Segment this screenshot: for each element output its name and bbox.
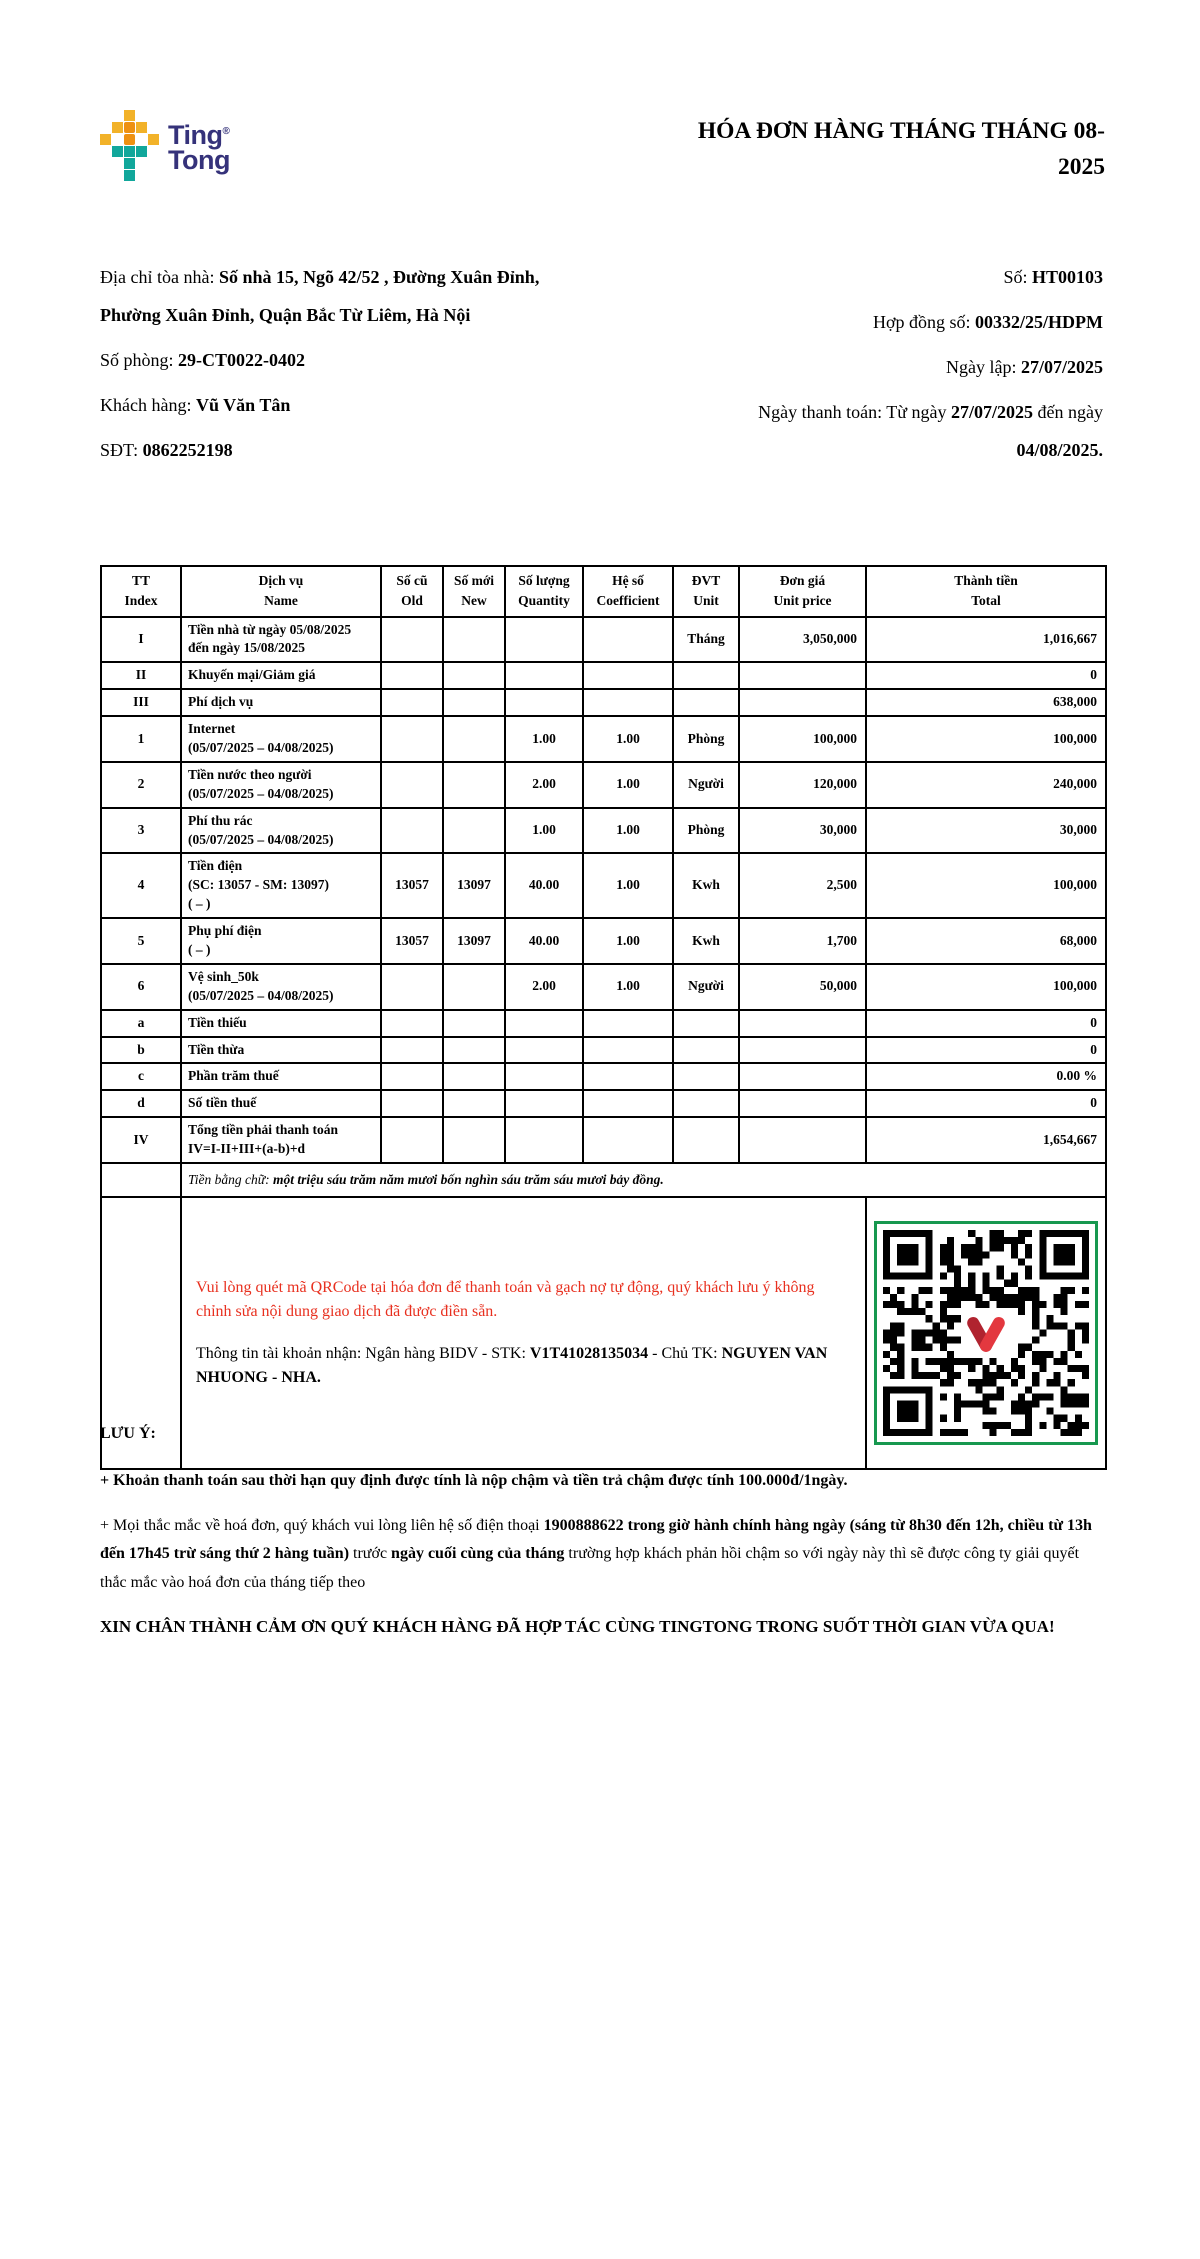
contract-value: 00332/25/HDPM bbox=[975, 312, 1103, 332]
cell-unit: Phòng bbox=[673, 716, 739, 762]
cell-unit: Tháng bbox=[673, 617, 739, 663]
cell-price: 30,000 bbox=[739, 808, 866, 854]
customer-phone bbox=[100, 431, 600, 469]
bank-owner-label: - Chủ TK: bbox=[648, 1344, 722, 1362]
amount-in-words-value: một triệu sáu trăm năm mươi bốn nghìn sáu trăm sáu mươi bảy đồng. bbox=[272, 1171, 664, 1187]
cell-old: 13057 bbox=[381, 918, 443, 964]
issue-date bbox=[660, 348, 1103, 386]
cell-name: Tổng tiền phải thanh toán IV=I-II+III+(a-b)+d bbox=[181, 1117, 381, 1163]
cell-price bbox=[739, 662, 866, 689]
cell-qty bbox=[505, 1010, 583, 1037]
cell-tt: a bbox=[101, 1010, 181, 1037]
building-address bbox=[100, 258, 600, 334]
table-row bbox=[101, 964, 1106, 1010]
cell-price: 100,000 bbox=[739, 716, 866, 762]
note-hotline-seg3: trước bbox=[349, 1545, 392, 1563]
cell-new bbox=[443, 662, 505, 689]
cell-coeff bbox=[583, 617, 673, 663]
cell-old: 13057 bbox=[381, 853, 443, 918]
cell-new bbox=[443, 689, 505, 716]
cell-coeff: 1.00 bbox=[583, 964, 673, 1010]
note-hotline-seg1: + Mọi thắc mắc về hoá đơn, quý khách vui lòng liên hệ số điện thoại bbox=[100, 1516, 544, 1534]
note-hotline bbox=[100, 1512, 1105, 1598]
amount-in-words-label: Tiền bằng chữ: bbox=[188, 1171, 273, 1187]
invoice-number-label: Số: bbox=[1003, 267, 1032, 287]
tingtong-logo bbox=[100, 110, 230, 181]
cell-new bbox=[443, 762, 505, 808]
col-header-total: Thành tiền Total bbox=[866, 566, 1106, 617]
cell-unit bbox=[673, 1037, 739, 1064]
issue-date-value: 27/07/2025 bbox=[1020, 357, 1103, 377]
invoice-number-value: HT00103 bbox=[1031, 267, 1103, 287]
cell-coeff: 1.00 bbox=[583, 716, 673, 762]
cell-unit: Kwh bbox=[673, 853, 739, 918]
cell-unit: Người bbox=[673, 762, 739, 808]
cell-coeff bbox=[583, 1090, 673, 1117]
cell-unit: Kwh bbox=[673, 918, 739, 964]
payment-period-mid: đến ngày bbox=[1033, 402, 1103, 422]
room-value: 29-CT0022-0402 bbox=[178, 350, 306, 370]
note-hotline-seg5: trường hợp khách phản hồi chậm so với ngày này thì sẽ được công ty giải quyết thắc mắc vào hoá đơn của tháng tiếp theo bbox=[100, 1545, 1080, 1592]
cell-qty: 40.00 bbox=[505, 853, 583, 918]
customer-label: Khách hàng: bbox=[100, 395, 196, 415]
cell-total: 0 bbox=[866, 1037, 1106, 1064]
cell-tt: 3 bbox=[101, 808, 181, 854]
table-row bbox=[101, 762, 1106, 808]
contract-label: Hợp đồng số: bbox=[872, 312, 975, 332]
cell-qty bbox=[505, 1117, 583, 1163]
cell-old bbox=[381, 662, 443, 689]
cell-old bbox=[381, 762, 443, 808]
cell-old bbox=[381, 964, 443, 1010]
cell-tt: III bbox=[101, 689, 181, 716]
cell-old bbox=[381, 617, 443, 663]
table-header-row bbox=[101, 566, 1106, 617]
cell-price bbox=[739, 1117, 866, 1163]
cell-old bbox=[381, 1090, 443, 1117]
note-late-payment: + Khoản thanh toán sau thời hạn quy định được tính là nộp chậm và tiền trả chậm được tính 100.000đ/1ngày. bbox=[100, 1471, 848, 1489]
col-header-coefficient: Hệ số Coefficient bbox=[583, 566, 673, 617]
amount-in-words-cell bbox=[181, 1163, 1106, 1197]
cell-name: Phí dịch vụ bbox=[181, 689, 381, 716]
cell-old bbox=[381, 1063, 443, 1090]
cell-total: 638,000 bbox=[866, 689, 1106, 716]
cell-tt: IV bbox=[101, 1117, 181, 1163]
cell-price bbox=[739, 1063, 866, 1090]
invoice-title bbox=[585, 113, 1105, 186]
cell-price bbox=[739, 1090, 866, 1117]
cell-coeff: 1.00 bbox=[583, 918, 673, 964]
cell-unit bbox=[673, 1117, 739, 1163]
cell-qty: 2.00 bbox=[505, 964, 583, 1010]
cell-price bbox=[739, 689, 866, 716]
cell-qty bbox=[505, 1063, 583, 1090]
cell-price: 2,500 bbox=[739, 853, 866, 918]
issue-date-label: Ngày lập: bbox=[946, 357, 1021, 377]
note-hotline-deadline: ngày cuối cùng của tháng bbox=[391, 1545, 565, 1563]
cell-price bbox=[739, 1010, 866, 1037]
cell-new bbox=[443, 964, 505, 1010]
cell-name: Tiền thừa bbox=[181, 1037, 381, 1064]
cell-tt: b bbox=[101, 1037, 181, 1064]
logo-wordmark bbox=[168, 119, 230, 173]
payment-period-label: Ngày thanh toán: Từ ngày bbox=[758, 402, 951, 422]
table-row bbox=[101, 1063, 1106, 1090]
cell-total: 30,000 bbox=[866, 808, 1106, 854]
cell-qty bbox=[505, 689, 583, 716]
table-row bbox=[101, 662, 1106, 689]
invoice-number bbox=[660, 258, 1103, 296]
table-row bbox=[101, 1117, 1106, 1163]
cell-new bbox=[443, 1037, 505, 1064]
cell-qty: 1.00 bbox=[505, 716, 583, 762]
cell-coeff: 1.00 bbox=[583, 762, 673, 808]
cell-name: Phí thu rác (05/07/2025 – 04/08/2025) bbox=[181, 808, 381, 854]
customer-value: Vũ Văn Tân bbox=[195, 395, 291, 415]
payment-to-date: 04/08/2025. bbox=[1016, 440, 1103, 460]
notes-heading: LƯU Ý: bbox=[100, 1425, 156, 1442]
cell-new: 13097 bbox=[443, 918, 505, 964]
cell-unit bbox=[673, 1010, 739, 1037]
cell-total: 1,654,667 bbox=[866, 1117, 1106, 1163]
cell-unit bbox=[673, 689, 739, 716]
table-row bbox=[101, 617, 1106, 663]
cell-new bbox=[443, 808, 505, 854]
cell-coeff bbox=[583, 1010, 673, 1037]
cell-tt: 1 bbox=[101, 716, 181, 762]
amount-in-words-row bbox=[101, 1163, 1106, 1197]
cell-name: Tiền thiếu bbox=[181, 1010, 381, 1037]
cell-name: Tiền nhà từ ngày 05/08/2025 đến ngày 15/08/2025 bbox=[181, 617, 381, 663]
cell-coeff bbox=[583, 1063, 673, 1090]
cell-qty: 1.00 bbox=[505, 808, 583, 854]
cell-old bbox=[381, 716, 443, 762]
col-header-unit: ĐVT Unit bbox=[673, 566, 739, 617]
phone-label: SĐT: bbox=[100, 440, 143, 460]
cell-qty: 40.00 bbox=[505, 918, 583, 964]
cell-tt: c bbox=[101, 1063, 181, 1090]
bank-label: Thông tin tài khoản nhận: Ngân hàng BIDV - STK: bbox=[196, 1344, 530, 1362]
cell-tt: 5 bbox=[101, 918, 181, 964]
cell-unit: Người bbox=[673, 964, 739, 1010]
cell-unit: Phòng bbox=[673, 808, 739, 854]
cell-unit bbox=[673, 662, 739, 689]
cell-old bbox=[381, 808, 443, 854]
cell-total: 0 bbox=[866, 1090, 1106, 1117]
cell-new bbox=[443, 716, 505, 762]
cell-tt: 2 bbox=[101, 762, 181, 808]
cell-tt: 4 bbox=[101, 853, 181, 918]
table-row bbox=[101, 808, 1106, 854]
cell-qty: 2.00 bbox=[505, 762, 583, 808]
cell-tt: 6 bbox=[101, 964, 181, 1010]
cell-new bbox=[443, 1063, 505, 1090]
cell-qty bbox=[505, 617, 583, 663]
cell-coeff: 1.00 bbox=[583, 808, 673, 854]
cell-coeff: 1.00 bbox=[583, 853, 673, 918]
col-header-index: TT Index bbox=[101, 566, 181, 617]
cell-price: 120,000 bbox=[739, 762, 866, 808]
cell-coeff bbox=[583, 662, 673, 689]
cell-new bbox=[443, 617, 505, 663]
cell-unit bbox=[673, 1090, 739, 1117]
room-label: Số phòng: bbox=[100, 350, 179, 370]
cell-total: 0 bbox=[866, 662, 1106, 689]
cell-name: Phần trăm thuế bbox=[181, 1063, 381, 1090]
cell-name: Tiền nước theo người (05/07/2025 – 04/08/2025) bbox=[181, 762, 381, 808]
cell-total: 100,000 bbox=[866, 853, 1106, 918]
cell-price bbox=[739, 1037, 866, 1064]
logo-line1: Ting bbox=[168, 119, 223, 150]
cell-qty bbox=[505, 662, 583, 689]
cell-price: 3,050,000 bbox=[739, 617, 866, 663]
cell-total: 240,000 bbox=[866, 762, 1106, 808]
invoice-table bbox=[100, 565, 1107, 1470]
invoice-meta bbox=[660, 258, 1103, 476]
payment-period bbox=[660, 393, 1103, 469]
cell-new: 13097 bbox=[443, 853, 505, 918]
bank-account-info bbox=[196, 1342, 851, 1390]
cell-unit bbox=[673, 1063, 739, 1090]
invoice-title-line2: 2025 bbox=[1058, 154, 1105, 181]
cell-new bbox=[443, 1090, 505, 1117]
qr-code[interactable] bbox=[874, 1221, 1098, 1445]
cell-price: 50,000 bbox=[739, 964, 866, 1010]
table-row bbox=[101, 1090, 1106, 1117]
cell-name: Số tiền thuế bbox=[181, 1090, 381, 1117]
cell-name: Khuyến mại/Giảm giá bbox=[181, 662, 381, 689]
pixel-tree-icon bbox=[100, 110, 159, 181]
room-number bbox=[100, 341, 600, 379]
cell-coeff bbox=[583, 689, 673, 716]
customer-name bbox=[100, 386, 600, 424]
table-row bbox=[101, 853, 1106, 918]
table-row bbox=[101, 689, 1106, 716]
contract-number bbox=[660, 303, 1103, 341]
cell-name: Phụ phí điện ( – ) bbox=[181, 918, 381, 964]
note-hotline-phone: 1900888622 trong giờ hành chính hàng ngày (sáng từ 8h30 đến 12h, chiều từ 13h đến 17h45 trừ sáng thứ 2 hàng tuần) bbox=[100, 1516, 1092, 1563]
phone-value: 0862252198 bbox=[142, 440, 233, 460]
cell-name: Tiền điện (SC: 13057 - SM: 13097) ( – ) bbox=[181, 853, 381, 918]
cell-total: 100,000 bbox=[866, 964, 1106, 1010]
registered-mark-icon: ® bbox=[222, 125, 230, 137]
cell-qty bbox=[505, 1090, 583, 1117]
cell-tt: I bbox=[101, 617, 181, 663]
address-label: Địa chỉ tòa nhà: bbox=[100, 267, 219, 287]
table-row bbox=[101, 918, 1106, 964]
cell-empty bbox=[101, 1163, 181, 1197]
cell-coeff bbox=[583, 1117, 673, 1163]
col-header-quantity: Số lượng Quantity bbox=[505, 566, 583, 617]
building-info bbox=[100, 258, 600, 476]
cell-new bbox=[443, 1010, 505, 1037]
cell-old bbox=[381, 689, 443, 716]
cell-coeff bbox=[583, 1037, 673, 1064]
cell-new bbox=[443, 1117, 505, 1163]
cell-total: 100,000 bbox=[866, 716, 1106, 762]
payment-from-date: 27/07/2025 bbox=[951, 402, 1034, 422]
footer-notes bbox=[100, 1420, 1105, 1642]
cell-old bbox=[381, 1117, 443, 1163]
cell-total: 0 bbox=[866, 1010, 1106, 1037]
cell-tt: II bbox=[101, 662, 181, 689]
col-header-unit-price: Đơn giá Unit price bbox=[739, 566, 866, 617]
bank-account-number: V1T41028135034 bbox=[529, 1344, 649, 1362]
cell-price: 1,700 bbox=[739, 918, 866, 964]
bank-owner-name: NGUYEN VAN NHUONG - NHA. bbox=[196, 1344, 828, 1386]
cell-old bbox=[381, 1010, 443, 1037]
invoice-title-line1: HÓA ĐƠN HÀNG THÁNG THÁNG 08- bbox=[697, 118, 1105, 144]
table-row bbox=[101, 1010, 1106, 1037]
cell-total: 68,000 bbox=[866, 918, 1106, 964]
cell-name: Vệ sinh_50k (05/07/2025 – 04/08/2025) bbox=[181, 964, 381, 1010]
address-value1: Số nhà 15, Ngõ 42/52 , Đường Xuân Đỉnh, bbox=[218, 267, 540, 287]
col-header-name: Dịch vụ Name bbox=[181, 566, 381, 617]
col-header-new: Số mới New bbox=[443, 566, 505, 617]
table-row bbox=[101, 716, 1106, 762]
qr-scan-note: Vui lòng quét mã QRCode tại hóa đơn để thanh toán và gạch nợ tự động, quý khách lưu ý không chỉnh sửa nội dung giao dịch đã được điền sẵn. bbox=[196, 1278, 815, 1320]
table-row bbox=[101, 1037, 1106, 1064]
cell-total: 0.00 % bbox=[866, 1063, 1106, 1090]
cell-name: Internet (05/07/2025 – 04/08/2025) bbox=[181, 716, 381, 762]
col-header-old: Số cũ Old bbox=[381, 566, 443, 617]
thank-you-message: XIN CHÂN THÀNH CẢM ƠN QUÝ KHÁCH HÀNG ĐÃ HỢP TÁC CÙNG TINGTONG TRONG SUỐT THỜI GIAN VỪA QUA! bbox=[100, 1616, 1055, 1636]
logo-line2: Tong bbox=[168, 144, 230, 175]
cell-old bbox=[381, 1037, 443, 1064]
cell-tt: d bbox=[101, 1090, 181, 1117]
cell-qty bbox=[505, 1037, 583, 1064]
address-value2: Phường Xuân Đỉnh, Quận Bắc Từ Liêm, Hà Nội bbox=[100, 305, 471, 325]
cell-total: 1,016,667 bbox=[866, 617, 1106, 663]
